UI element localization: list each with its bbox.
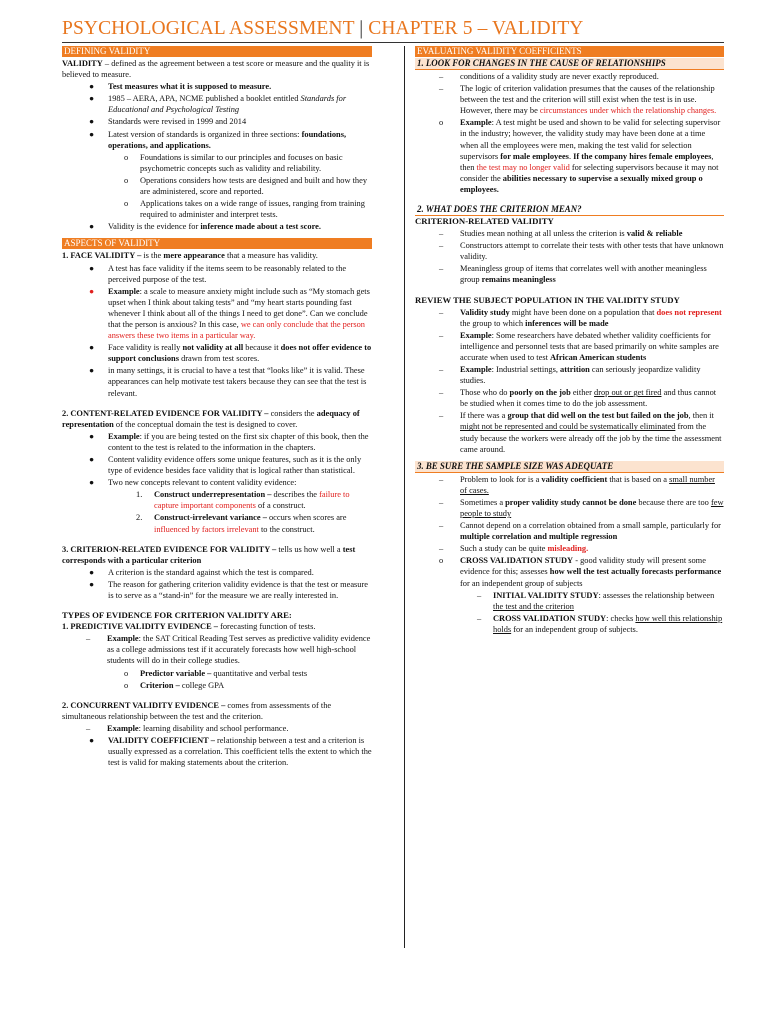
list-item: – Example: the SAT Critical Reading Test serves as predictive validity evidence as a college admissions test if it accurately forecasts how well high-school students will do in their college studies. — [86, 634, 371, 666]
list-item: – Example: learning disability and school performance. — [86, 723, 289, 733]
list-item: – Cannot depend on a correlation obtained from a small sample, particularly for multiple correlation and multiple regression — [439, 521, 721, 542]
list-item: – The logic of criterion validation presumes that the causes of the relationship between the test and the criterion will still exist when the test is in use. However, there may be circumstances under which the relationship changes. — [439, 84, 717, 116]
left-column — [62, 46, 372, 768]
face-validity-paragraph: 1. FACE VALIDITY – is the mere appearance that a measure has validity. — [62, 251, 318, 261]
column-divider — [404, 46, 405, 948]
list-item: ● Standards were revised in 1999 and 2014 — [89, 117, 247, 127]
list-item: – Such a study can be quite misleading. — [439, 544, 589, 554]
list-item: – CROSS VALIDATION STUDY: checks how well this relationship holds for an independent group of subjects. — [477, 613, 723, 634]
list-item: – Validity study might have been done on a population that does not represent the group to which inferences will be made — [439, 307, 722, 328]
list-item: – Studies mean nothing at all unless the criterion is valid & reliable — [439, 229, 683, 239]
list-item: – conditions of a validity study are never exactly reproduced. — [439, 72, 659, 81]
list-item: – Sometimes a proper validity study cannot be done because there are too few people to study — [439, 497, 724, 518]
criterion-related-heading: CRITERION-RELATED VALIDITY — [415, 216, 554, 227]
list-item: ● Face validity is really not validity at all because it does not offer evidence to support conclusions drawn from test scores. — [89, 343, 372, 364]
list-item: – If there was a group that did well on the test but failed on the job, then it might not be represented and could be systematically eliminated from the study because the workers were already off the job by the time the assessment came around. — [439, 411, 722, 454]
list-item: ● Content validity evidence offers some unique features, such as it is the only type of evidence besides face validity that is logical rather than statistical. — [89, 455, 362, 476]
criterion-validity-paragraph: 3. CRITERION-RELATED EVIDENCE FOR VALIDITY – tells us how well a test corresponds with a particular criterion — [62, 544, 356, 565]
list-item: – Problem to look for is a validity coefficient that is based on a small number of cases. — [439, 474, 715, 495]
list-item: ● 1985 – AERA, APA, NCME published a booklet entitled Standards for Educational and Psychological Testing — [89, 94, 347, 115]
list-item: o Applications takes on a wide range of issues, ranging from training required to administer and interpret tests. — [124, 199, 365, 220]
types-heading: TYPES OF EVIDENCE FOR CRITERION VALIDITY ARE: — [62, 610, 292, 621]
list-item: ● in many settings, it is crucial to have a test that “looks like” it is valid. These appearances can help motivate test takers because they can see that the test is relevant. — [89, 366, 367, 398]
list-item: ● Latest version of standards is organized in three sections: foundations, operations, and applications. — [89, 129, 347, 150]
validity-definition: VALIDITY – defined as the agreement between a test score or measure and the quality it is believed to measure. — [62, 59, 370, 80]
list-item: ● A test has face validity if the items seem to be reasonably related to the perceived purpose of the test. — [89, 263, 347, 284]
list-item: ● Example: a scale to measure anxiety might include such as “My stomach gets upset when I think about taking tests” and “my heart starts pounding fast whenever I think about all of the things I need to get done”. Can we conclude that the person is anxious? In this case, we can only conclude that the person answers these two items in a particular way. — [89, 286, 370, 341]
list-item: ● A criterion is the standard against which the test is compared. — [89, 567, 314, 577]
review-heading: REVIEW THE SUBJECT POPULATION IN THE VALIDITY STUDY — [415, 294, 680, 305]
list-item: o Foundations is similar to our principles and focuses on basic psychometric concepts such as validity and reliability. — [124, 152, 343, 173]
list-item: o Predictor variable – quantitative and verbal tests — [124, 668, 308, 678]
list-item: ● VALIDITY COEFFICIENT – relationship between a test and a criterion is usually expressed as a correlation. This coefficient tells the extent to which the test is valid for making statements about the criterion. — [89, 735, 372, 768]
list-item: 2. Construct-irrelevant variance – occurs when scores are influenced by factors irrelevant to the construct. — [136, 513, 347, 534]
list-item: ● Example: if you are being tested on the first six chapter of this book, then the content to the test is related to the information in the chapters. — [89, 431, 369, 452]
predictive-paragraph: 1. PREDICTIVE VALIDITY EVIDENCE – forecasting function of tests. — [62, 622, 316, 632]
list-item: o Example: A test might be used and shown to be valid for selecting supervisor in the industry; however, the validity study may have been done at a time when all the employees were men, making the test valid for selection supervisors for male employees. If the company hires female employees, then the test may no longer valid for selecting supervisors because it may not consider the abilities necessary to supervise a sexually mixed group o employees. — [439, 118, 721, 194]
list-item: – Example: Industrial settings, attrition can seriously jeopardize validity studies. — [439, 364, 701, 386]
subheading-sample-size: 3. BE SURE THE SAMPLE SIZE WAS ADEQUATE — [415, 461, 724, 473]
list-item: ● The reason for gathering criterion validity evidence is that the test or measure is to serve as a “stand-in” for the measure we are really interested in. — [89, 579, 368, 601]
list-item: – Meaningless group of items that correlates well with another meaningless group remains meaningless — [439, 264, 707, 285]
right-column — [415, 46, 724, 635]
list-item: o CROSS VALIDATION STUDY - good validity study will present some evidence for this; assesses how well the test actually forecasts performance for an independent group of subjects — [439, 556, 722, 588]
list-item: – Those who do poorly on the job either drop out or get fired and thus cannot be studied when it comes time to do the job assessment. — [439, 388, 717, 409]
list-item: – Example: Some researchers have debated whether validity coefficients for intelligence and personnel tests that are based primarily on white samples are accurate when used to test African American students — [439, 330, 719, 362]
subheading-criterion: 2. WHAT DOES THE CRITERION MEAN? — [415, 204, 724, 216]
list-item: o Criterion – college GPA — [124, 680, 225, 690]
section-heading-defining: DEFINING VALIDITY — [62, 46, 372, 57]
list-item: ● Test measures what it is supposed to measure. — [89, 82, 272, 92]
list-item: o Operations considers how tests are designed and built and how they are administered, score and reported. — [124, 175, 368, 197]
content-validity-paragraph: 2. CONTENT-RELATED EVIDENCE FOR VALIDITY – considers the adequacy of representation of the conceptual domain the test is designed to cover. — [62, 408, 360, 429]
section-heading-aspects: ASPECTS OF VALIDITY — [62, 238, 372, 249]
section-heading-evaluating: EVALUATING VALIDITY COEFFICIENTS — [415, 46, 724, 57]
concurrent-paragraph: 2. CONCURRENT VALIDITY EVIDENCE – comes from assessments of the simultaneous relationship between the test and the criterion. — [62, 700, 332, 721]
list-item: – INITIAL VALIDITY STUDY: assesses the relationship between the test and the criterion — [477, 590, 715, 611]
list-item: ● Validity is the evidence for inference made about a test score. — [89, 222, 321, 232]
list-item: – Constructors attempt to correlate their tests with other tests that have unknown validity. — [439, 241, 724, 262]
subheading-changes: 1. LOOK FOR CHANGES IN THE CAUSE OF RELATIONSHIPS — [415, 58, 724, 70]
page-title: PSYCHOLOGICAL ASSESSMENT | CHAPTER 5 – VALIDITY — [62, 16, 724, 43]
list-item: 1. Construct underrepresentation – describes the failure to capture important components of a construct. — [136, 490, 350, 511]
list-item: ● Two new concepts relevant to content validity evidence: — [89, 478, 297, 488]
